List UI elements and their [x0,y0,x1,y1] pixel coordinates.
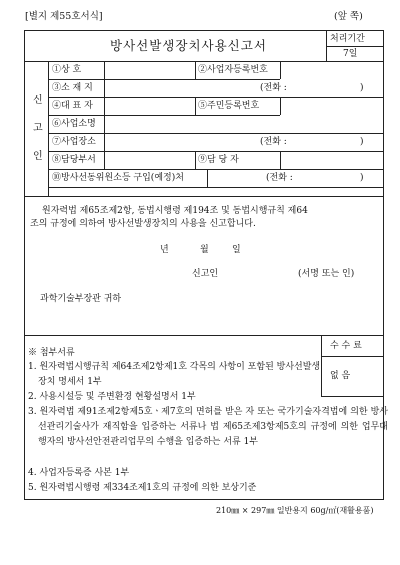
row-divider [48,151,384,152]
label-column-line [195,97,196,115]
title-divider [24,61,384,62]
attachment-item: 5. 원자력법시행령 제334조제1호의 규정에 의한 보상기준 [28,483,257,493]
section-divider [24,335,384,336]
processing-period-label: 처리기간 [330,34,365,44]
declaration-text: 원자력법 제65조제2항, 동법시행령 제194조 및 동법시행규칙 제64 [42,206,308,216]
declaration-text: 조의 규정에 의하여 방사선발생장치의 사용을 신고합니다. [30,219,256,229]
applicant-label: 신고인 [192,269,219,279]
row-divider [48,115,280,116]
phone-label: (전화 : [260,137,287,147]
form-title: 방사선발생장치사용신고서 [110,38,267,53]
row-divider [48,169,384,170]
applicant-section-char: 인 [33,151,43,162]
phone-close: ) [360,173,364,183]
supplier-label: ⑩방사선동위원소등 구입(예정)처 [52,173,184,183]
applicant-column-line [48,61,49,196]
label-column-line [104,61,105,169]
fee-value: 없 음 [330,371,351,381]
department-label: ⑧담당부서 [52,155,96,165]
date-month: 월 [200,245,209,255]
processing-period-value: 7일 [343,49,358,59]
row-divider [48,79,280,80]
signature-note: (서명 또는 인) [298,269,355,279]
representative-label: ④대 표 자 [52,101,93,111]
row-divider [48,133,384,134]
label-column-line [195,151,196,169]
attachments-heading: ※ 첨부서류 [28,348,75,358]
attachment-item: 1. 원자력법시행규칙 제64조제2항제1호 각목의 사항이 포함된 방사선발생장치 명세서 1부 [28,362,321,387]
date-day: 일 [232,245,241,255]
value-column-line [280,97,281,115]
attachment-item: 2. 사용시설등 및 주변환경 현황설명서 1부 [28,392,196,402]
date-year: 년 [160,245,169,255]
site-name-label: ⑥사업소명 [52,119,96,129]
address-label: ③소 재 지 [52,83,93,93]
label-column-line [207,169,208,187]
resident-number-label: ⑤주민등록번호 [198,101,260,111]
label-column-line [195,61,196,79]
attachment-item: 4. 사업자등록증 사본 1부 [28,468,130,478]
addressee: 과학기술부장관 귀하 [40,294,122,304]
fee-label: 수 수 료 [330,341,362,351]
applicant-section-char: 신 [33,95,43,106]
phone-close: ) [360,137,364,147]
phone-label: (전화 : [266,173,293,183]
manager-label: ⑨담 당 자 [198,155,239,165]
business-number-label: ②사업자등록번호 [198,65,268,75]
value-column-line [280,151,281,169]
phone-label: (전화 : [260,83,287,93]
page-side-label: (앞 쪽) [334,11,363,22]
applicant-section-char: 고 [33,123,43,134]
value-column-line [280,61,281,79]
section-divider [24,196,384,197]
company-name-label: ①상 호 [52,65,82,75]
phone-close: ) [360,83,364,93]
processing-vline [326,30,327,61]
processing-divider [326,46,384,47]
paper-spec-footer: 210㎜ × 297㎜ 일반용지 60g/㎡(재활용품) [216,506,374,515]
site-location-label: ⑦사업장소 [52,137,96,147]
row-divider [48,97,384,98]
fee-divider [321,356,384,357]
attachment-item: 3. 원자력법 제91조제2항제5호ㆍ제7호의 면허를 받은 자 또는 국가기술자격법에 의한 방사선관리기술사가 재직함을 입증하는 서류나 법 제65조제3항제5호의 규정에 의한 업무대행자의 방사선안전관리업무의 수행을 입증하는 서류 1부 [28,407,388,447]
row-divider [48,187,384,188]
form-number: [별지 제55호서식] [25,11,103,22]
